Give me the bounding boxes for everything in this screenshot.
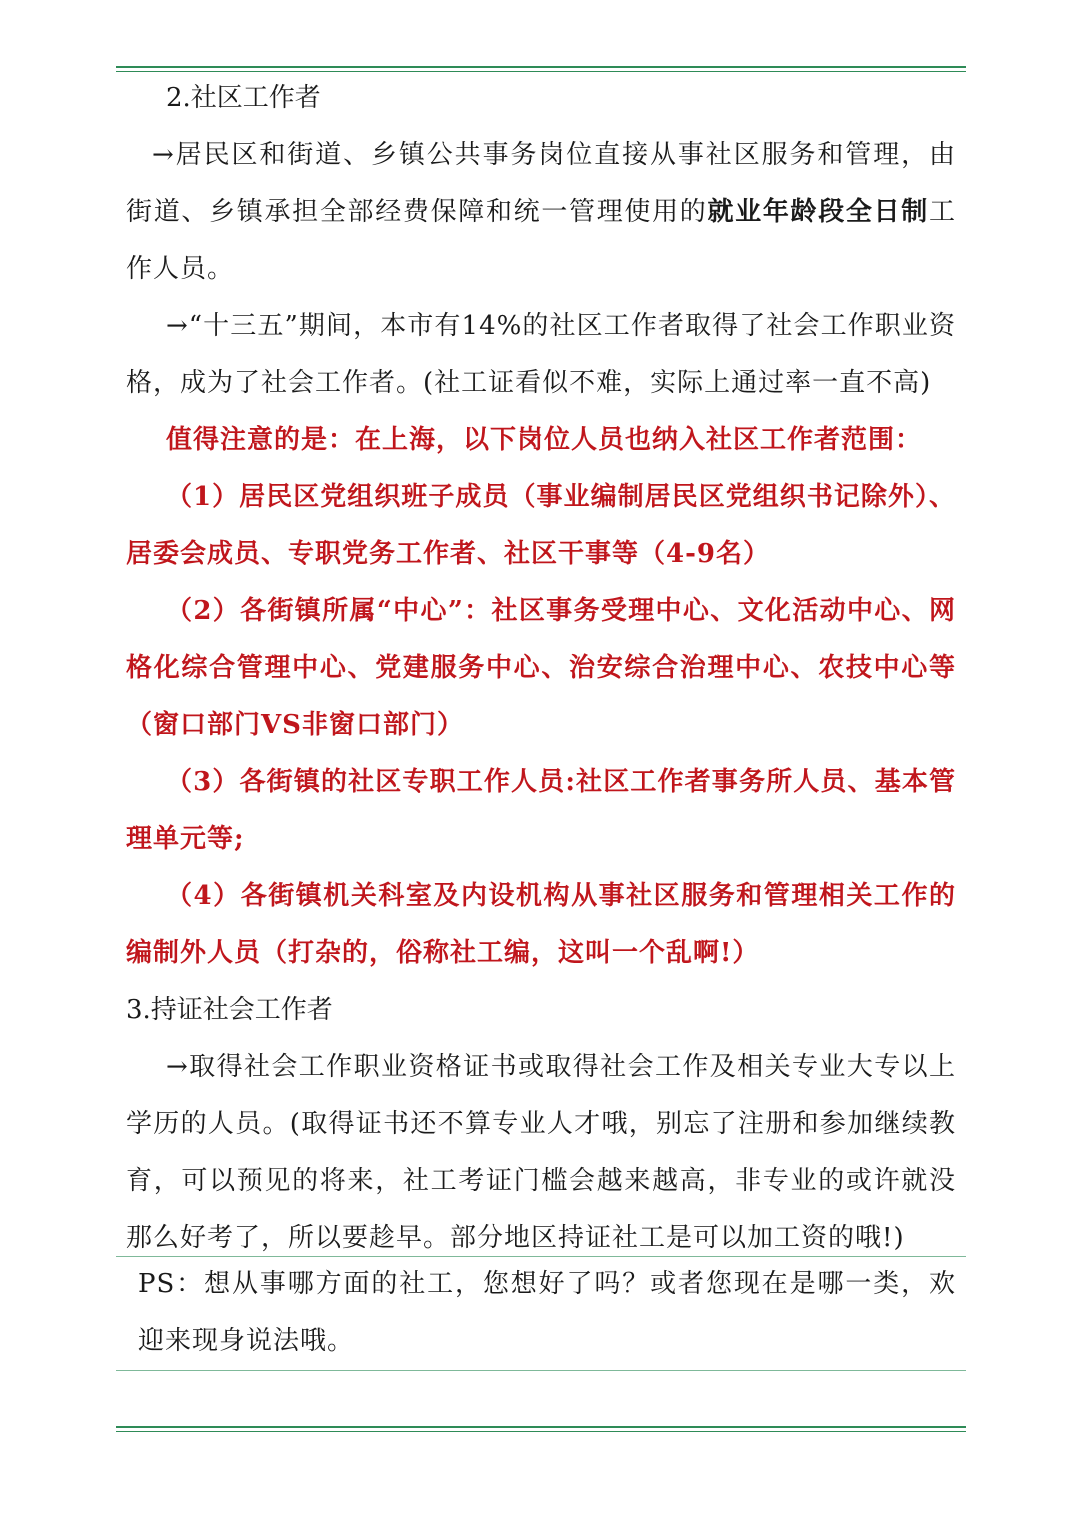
ps-text: PS：想从事哪方面的社工，您想好了吗？或者您现在是哪一类，欢迎来现身说法哦。 [138,1269,956,1356]
list-item-3: （3）各街镇的社区专职工作人员:社区工作者事务所人员、基本管理单元等; [126,767,956,854]
paragraph-1-tail: 工作人员。 [126,197,956,284]
section-3-heading: 3.持证社会工作者 [126,995,333,1025]
main-content [126,70,956,1267]
bottom-divider [116,1426,966,1432]
section-3-paragraph: →取得社会工作职业资格证书或取得社会工作及相关专业大专以上学历的人员。(取得证书还不算专业人才哦，别忘了注册和参加继续教育，可以预见的将来，社工考证门槛会越来越高，非专业的或许就没那么好考了，所以要趁早。部分地区持证社工是可以加工资的哦!) [126,1052,956,1253]
ps-bottom-divider [116,1370,966,1371]
section-2-paragraph-2: →“十三五”期间，本市有14%的社区工作者取得了社会工作职业资格，成为了社会工作者。(社工证看似不难，实际上通过率一直不高) [126,311,956,398]
paragraph-1-emphasis: 就业年龄段全日制 [707,197,929,227]
section-2-heading: 2.社区工作者 [166,83,321,113]
list-item-4: （4）各街镇机关科室及内设机构从事社区服务和管理相关工作的编制外人员（打杂的，俗称社工编，这叫一个乱啊!） [126,881,956,968]
section-2-paragraph-1 [126,127,956,298]
list-item-1: （1）居民区党组织班子成员（事业编制居民区党组织书记除外）、居委会成员、专职党务工作者、社区干事等（4-9名） [126,482,956,569]
ps-block [126,1256,956,1370]
section-2-note: 值得注意的是：在上海，以下岗位人员也纳入社区工作者范围： [166,425,923,455]
list-item-2: （2）各街镇所属“中心”：社区事务受理中心、文化活动中心、网格化综合管理中心、党建服务中心、治安综合治理中心、农技中心等（窗口部门VS非窗口部门） [126,596,956,740]
paragraph-1-text: →居民区和街道、乡镇公共事务岗位直接从事社区服务和管理，由街道、乡镇承担全部经费保障和统一管理使用的 [126,140,956,227]
